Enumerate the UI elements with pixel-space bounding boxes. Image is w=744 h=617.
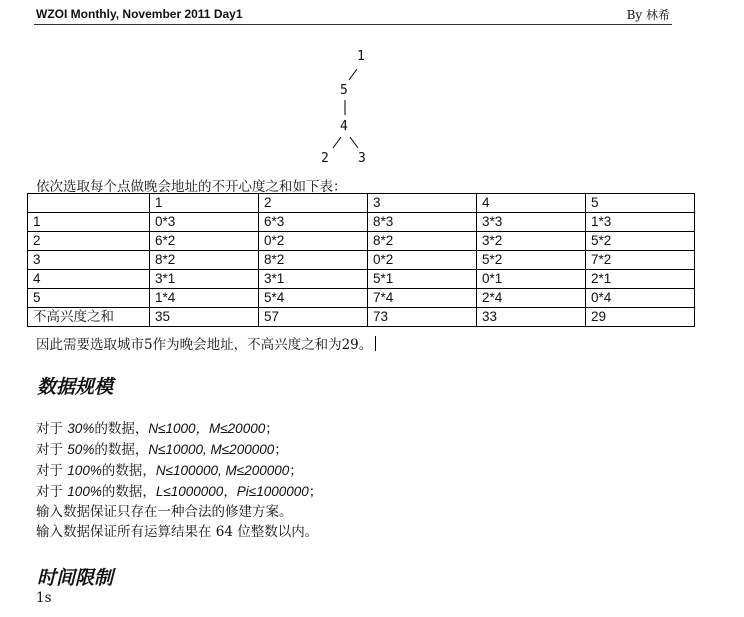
table-cell: 1*4 — [150, 289, 259, 308]
tree-node-5: 5 — [340, 83, 348, 98]
table-intro: 依次选取每个点做晚会地址的不开心度之和如下表： — [36, 179, 347, 195]
scale-percent: 30% — [67, 421, 95, 436]
tree-node-2: 2 — [321, 151, 329, 166]
table-cell: 2 — [28, 232, 150, 251]
scale-mid: 的数据， — [94, 421, 149, 437]
scale-line — [36, 480, 322, 500]
cost-table — [27, 193, 695, 327]
table-cell: 57 — [259, 308, 368, 327]
table-total-row — [28, 308, 695, 327]
scale-line — [36, 438, 288, 458]
tree-diagram — [300, 42, 420, 172]
scale-note: 输入数据保证所有运算结果在 64 位整数以内。 — [36, 524, 319, 540]
table-header-cell: 2 — [259, 194, 368, 213]
scale-pre: 对于 — [36, 463, 68, 479]
table-cell: 不高兴度之和 — [28, 308, 150, 327]
scale-mid: 的数据， — [101, 484, 156, 500]
scale-pre: 对于 — [36, 442, 68, 458]
edge-1-5 — [349, 69, 357, 80]
scale-post: ； — [308, 484, 323, 500]
header-title: WZOI Monthly, November 2011 Day1 — [36, 7, 243, 21]
table-cell: 35 — [150, 308, 259, 327]
table-header-cell: 5 — [586, 194, 695, 213]
table-cell: 5*4 — [259, 289, 368, 308]
table-row — [28, 232, 695, 251]
conclusion-text: 因此需要选取城市5作为晚会地址，不高兴度之和为29。 — [36, 337, 373, 353]
table-cell: 8*2 — [259, 251, 368, 270]
edge-4-3 — [350, 137, 358, 148]
table-cell: 0*1 — [477, 270, 586, 289]
table-header-cell: 1 — [150, 194, 259, 213]
scale-pre: 对于 — [36, 484, 68, 500]
table-cell: 33 — [477, 308, 586, 327]
table-cell: 1 — [28, 213, 150, 232]
edge-4-2 — [333, 137, 341, 148]
table-cell: 3*1 — [259, 270, 368, 289]
scale-post: ； — [265, 421, 279, 437]
table-header-row — [28, 194, 695, 213]
tree-node-1: 1 — [357, 49, 365, 64]
table-row — [28, 251, 695, 270]
table-cell: 73 — [368, 308, 477, 327]
text-caret — [375, 336, 376, 351]
table-header-cell: 3 — [368, 194, 477, 213]
scale-condition: N≤100000, M≤200000 — [155, 463, 290, 478]
table-cell: 5*1 — [368, 270, 477, 289]
scale-line — [36, 459, 303, 479]
table-cell: 3*1 — [150, 270, 259, 289]
table-cell: 1*3 — [586, 213, 695, 232]
scale-condition: N≤1000，M≤20000 — [148, 421, 266, 436]
table-cell: 5*2 — [477, 251, 586, 270]
scale-percent: 100% — [67, 463, 102, 478]
table-cell: 6*2 — [150, 232, 259, 251]
scale-pre: 对于 — [36, 421, 68, 437]
table-cell: 8*3 — [368, 213, 477, 232]
conclusion-line — [36, 333, 376, 353]
table-cell: 8*2 — [368, 232, 477, 251]
table-cell: 5 — [28, 289, 150, 308]
scale-percent: 50% — [67, 442, 95, 457]
table-cell: 0*2 — [368, 251, 477, 270]
table-cell: 5*2 — [586, 232, 695, 251]
scale-percent: 100% — [67, 484, 102, 499]
section-heading-time: 时间限制 — [37, 567, 114, 589]
table-row — [28, 213, 695, 232]
table-cell: 2*1 — [586, 270, 695, 289]
scale-post: ； — [274, 442, 288, 458]
scale-post: ； — [289, 463, 303, 479]
table-row — [28, 270, 695, 289]
table-header-cell: 4 — [477, 194, 586, 213]
section-heading-scale: 数据规模 — [37, 376, 114, 398]
table-cell: 3*2 — [477, 232, 586, 251]
table-cell: 8*2 — [150, 251, 259, 270]
tree-node-3: 3 — [358, 151, 366, 166]
table-cell: 7*4 — [368, 289, 477, 308]
scale-condition: N≤10000, M≤200000 — [148, 442, 275, 457]
header-author: By 林希 — [626, 8, 670, 22]
table-header-cell — [28, 194, 150, 213]
table-cell: 6*3 — [259, 213, 368, 232]
table-cell: 4 — [28, 270, 150, 289]
table-cell: 3 — [28, 251, 150, 270]
time-limit-value: 1s — [36, 590, 52, 606]
table-cell: 2*4 — [477, 289, 586, 308]
header-divider — [34, 24, 672, 25]
table-cell: 7*2 — [586, 251, 695, 270]
table-cell: 0*3 — [150, 213, 259, 232]
scale-condition: L≤1000000，Pi≤1000000 — [155, 484, 309, 499]
scale-line — [36, 417, 279, 437]
table-cell: 29 — [586, 308, 695, 327]
table-cell: 0*4 — [586, 289, 695, 308]
scale-note: 输入数据保证只存在一种合法的修建方案。 — [36, 504, 293, 520]
scale-mid: 的数据， — [94, 442, 149, 458]
table-cell: 0*2 — [259, 232, 368, 251]
table-row — [28, 289, 695, 308]
scale-mid: 的数据， — [101, 463, 156, 479]
tree-node-4: 4 — [340, 119, 348, 134]
table-cell: 3*3 — [477, 213, 586, 232]
